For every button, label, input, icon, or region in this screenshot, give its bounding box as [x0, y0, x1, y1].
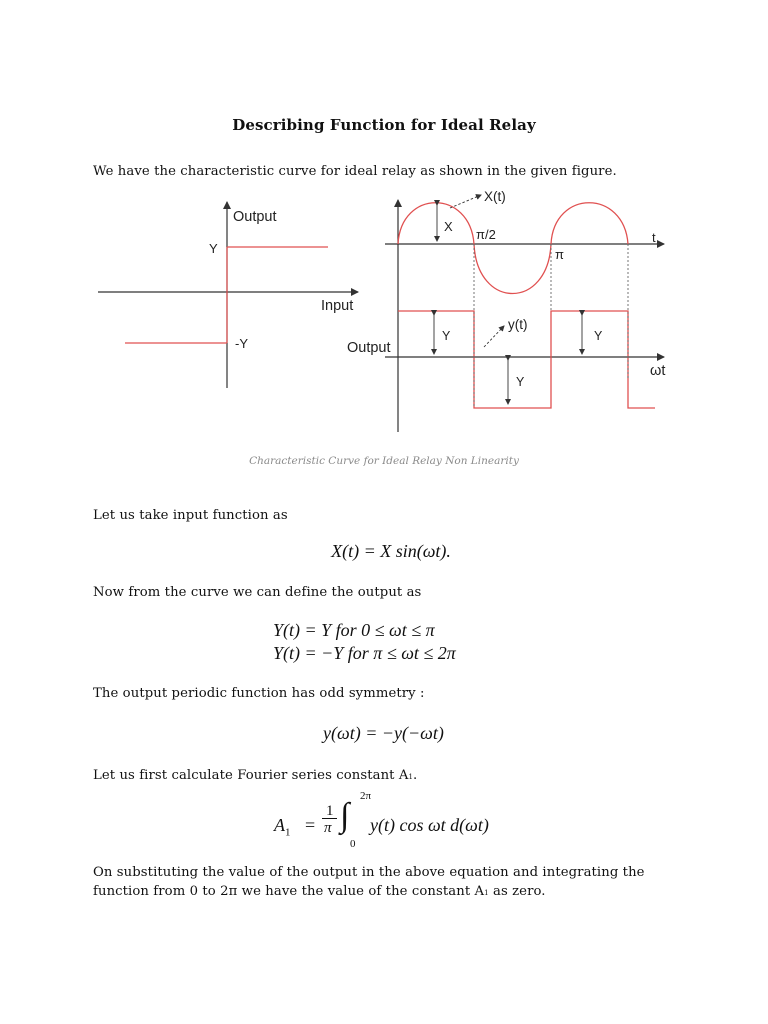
time-axis-label: t	[652, 230, 656, 245]
level-label-2: Y	[516, 375, 525, 389]
input-axis-label: Input	[321, 298, 354, 314]
relay-characteristic-plot	[98, 202, 358, 388]
input-curve-label: X(t)	[484, 189, 506, 204]
output-curve-label: y(t)	[508, 317, 528, 332]
omega-t-axis-label: ωt	[650, 363, 666, 379]
upper-level-label: Y	[209, 241, 218, 256]
conclusion-line-2	[93, 884, 546, 899]
eq-frac-num: 1	[326, 803, 334, 819]
fourier-text: Let us first calculate Fourier series constant A	[93, 768, 409, 783]
eq-integrand: y(t) cos ωt d(ωt)	[370, 815, 489, 835]
conclusion-text-b: as zero.	[488, 884, 546, 899]
page-title: Describing Function for Ideal Relay	[232, 116, 536, 134]
fourier-period: .	[413, 768, 418, 783]
output-axis-label: Output	[347, 340, 391, 356]
output-equation-1: Y(t) = Y for 0 ≤ ωt ≤ π	[273, 620, 435, 640]
relay-characteristic-figure	[90, 188, 670, 448]
dimension-arrows	[434, 205, 582, 404]
input-equation: X(t) = X sin(ωt).	[331, 541, 451, 561]
output-definition-paragraph: Now from the curve we can define the output as	[93, 585, 422, 600]
eq-frac-bar	[322, 818, 337, 819]
fourier-subscript: 1	[408, 773, 414, 781]
half-pi-label: π/2	[476, 227, 496, 242]
odd-symmetry-paragraph: The output periodic function has odd symmetry :	[93, 686, 425, 701]
figure-caption: Characteristic Curve for Ideal Relay Non Linearity	[249, 455, 519, 467]
eq-frac-den: π	[324, 820, 332, 836]
level-label-3: Y	[594, 329, 603, 343]
eq-equals: =	[305, 815, 316, 835]
y-t-pointer	[484, 326, 504, 347]
odd-symmetry-equation: y(ωt) = −y(−ωt)	[323, 723, 444, 743]
waveform-plot	[347, 189, 665, 432]
conclusion-text-a: function from 0 to 2π we have the value of the constant A	[93, 884, 485, 899]
left-output-label: Output	[233, 209, 277, 225]
eq-integral-sign: ∫	[340, 797, 350, 834]
x-t-pointer	[450, 195, 481, 208]
amplitude-label: X	[444, 219, 453, 234]
eq-lhs: $A_1$	[274, 815, 291, 839]
lower-level-label: -Y	[235, 336, 248, 351]
fourier-equation	[274, 790, 534, 856]
conclusion-subscript: 1	[484, 889, 489, 897]
conclusion-line-1: On substituting the value of the output in the above equation and integrating the	[93, 865, 645, 880]
level-label-1: Y	[442, 329, 451, 343]
input-sine-curve	[398, 203, 628, 294]
fourier-constant-paragraph	[93, 768, 417, 783]
output-equation-2: Y(t) = −Y for π ≤ ωt ≤ 2π	[273, 643, 456, 663]
input-function-paragraph: Let us take input function as	[93, 508, 288, 523]
eq-lower-limit: 0	[350, 838, 356, 850]
pi-label: π	[555, 247, 564, 262]
eq-upper-limit: 2π	[360, 790, 372, 802]
intro-paragraph: We have the characteristic curve for ideal relay as shown in the given figure.	[93, 164, 617, 179]
